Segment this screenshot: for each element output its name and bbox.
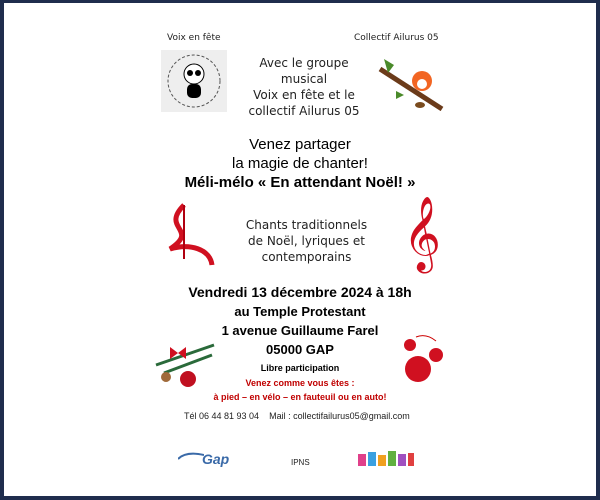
event-address: 1 avenue Guillaume Farel [221,323,379,338]
chants-line: Chants traditionnels [245,218,368,232]
email-address: Mail : collectifailurus05@gmail.com [269,411,410,421]
invite-line: Venez comme vous êtes : [245,378,355,388]
event-date: Vendredi 13 décembre 2024 à 18h [188,284,412,300]
event-venue: au Temple Protestant [234,304,366,319]
ipns-label: IPNS [291,458,310,467]
chants-line: de Noël, lyriques et [248,234,365,248]
event-price: Libre participation [260,363,340,373]
voix-en-fete-caption: Voix en fête [167,33,221,43]
intro-line: collectif Ailurus 05 [248,104,360,118]
gap-city-logo [178,449,248,469]
intro-line: Avec le groupe [259,56,349,70]
flyer-page [4,3,596,496]
headline-line: la magie de chanter! [232,155,368,172]
invite-text [150,376,450,404]
ribbon-tree-image [150,199,222,269]
headline [100,135,500,192]
event-city: 05000 GAP [266,342,334,357]
invite-line: à pied – en vélo – en fauteuil ou en auto! [213,392,387,402]
event-title: Méli-mélo « En attendant Noël! » [184,174,416,191]
headline-line: Venez partager [249,136,351,153]
chants-text [244,217,369,265]
phone-number: Tél 06 44 81 93 04 [184,411,260,421]
chants-line: contemporains [261,250,352,264]
red-panda-logo [376,51,446,111]
ailurus-caption: Collectif Ailurus 05 [354,33,439,43]
panda-logo [161,50,227,112]
intro-line: Voix en fête et le [253,88,355,102]
intro-line: musical [280,72,328,86]
gap-logo-text: Gap [202,451,230,467]
treble-clef-image: 𝄞 [403,197,441,269]
intro-text [239,55,369,119]
contact-line [184,411,410,421]
colorful-people-logo [356,448,416,468]
